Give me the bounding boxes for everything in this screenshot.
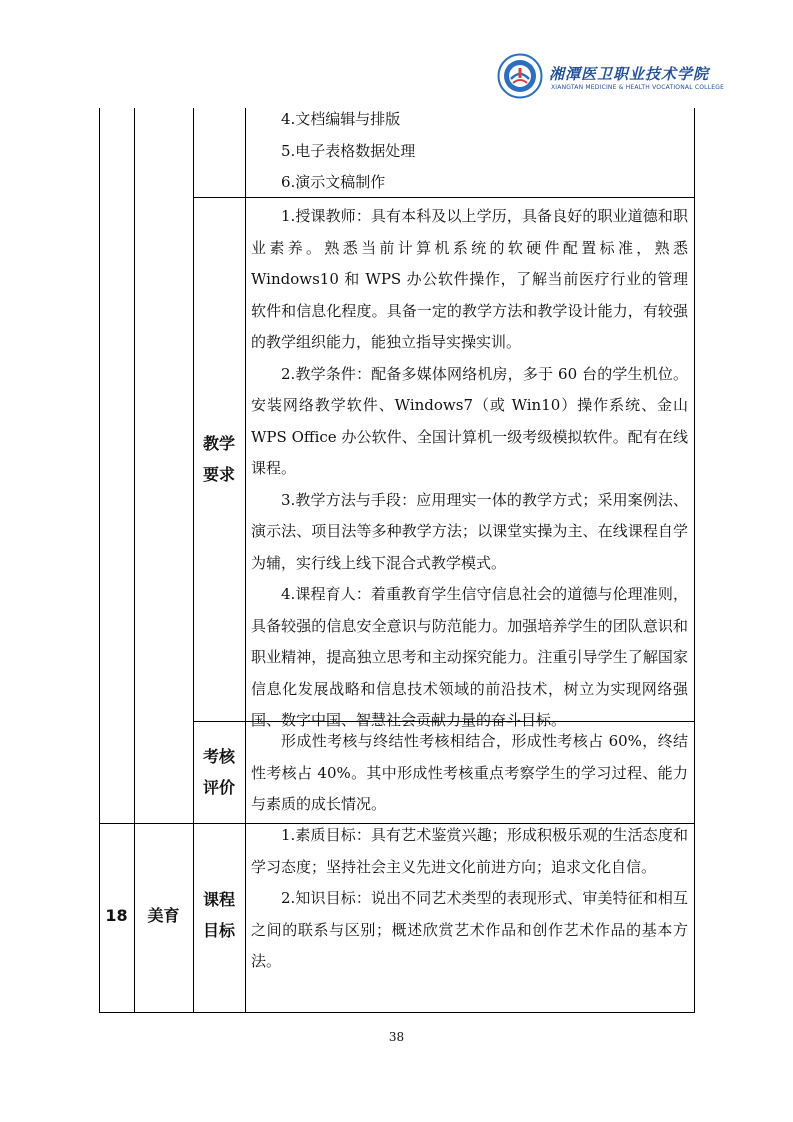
teaching-requirements-text [251, 201, 688, 737]
assessment-text [251, 726, 688, 821]
course-name: 美育 [147, 906, 180, 925]
course-table [99, 108, 695, 1013]
college-logo [497, 53, 725, 99]
page-number: 38 [388, 1030, 405, 1044]
paragraph: 1.授课教师：具有本科及以上学历，具备良好的职业道德和职业素养。熟悉当前计算机系统的软硬件配置标准，熟悉Windows10 和 WPS 办公软件操作，了解当前医疗行业的管理软件和信息化程度。具备一定的教学方法和教学设计能力，有较强的教学组织能力，能独立指导实操实训。 [251, 207, 688, 351]
course-goals-text [251, 820, 688, 978]
college-seal-icon [497, 53, 543, 99]
paragraph: 形成性考核与终结性考核相结合，形成性考核占 60%，终结性考核占 40%。其中形成性考核重点考察学生的学习过程、能力与素质的成长情况。 [251, 732, 688, 813]
assessment-label: 考核 评价 [202, 747, 235, 797]
college-name-cn: 湘潭医卫职业技术学院 [549, 65, 710, 83]
paragraph: 3.教学方法与手段：应用理实一体的教学方式；采用案例法、演示法、项目法等多种教学方法；以课堂实操为主、在线课程自学为辅，实行线上线下混合式教学模式。 [251, 490, 688, 572]
paragraph: 1.素质目标：具有艺术鉴赏兴趣；形成积极乐观的生活态度和学习态度；坚持社会主义先进文化前进方向；追求文化自信。 [251, 826, 688, 876]
course-goals-label: 课程 目标 [202, 890, 235, 940]
list-item: 5.电子表格数据处理 [281, 142, 416, 160]
list-item: 4.文档编辑与排版 [281, 110, 401, 128]
row-number: 18 [105, 906, 128, 925]
teaching-requirements-label: 教学 要求 [202, 434, 235, 484]
college-name-en: XIANGTAN MEDICINE & HEALTH VOCATIONAL COLLEGE [551, 84, 725, 91]
paragraph: 2.教学条件：配备多媒体网络机房，多于 60 台的学生机位。安装网络教学软件、Windows7（或 Win10）操作系统、金山 WPS Office 办公软件、全国计算机一级考级模拟软件。配有在线课程。 [251, 364, 688, 477]
paragraph: 2.知识目标：说出不同艺术类型的表现形式、审美特征和相互之间的联系与区别；概述欣赏艺术作品和创作艺术作品的基本方法。 [251, 889, 688, 970]
paragraph: 4.课程育人：着重教育学生信守信息社会的道德与伦理准则，具备较强的信息安全意识与防范能力。加强培养学生的团队意识和职业精神，提高独立思考和主动探究能力。注重引导学生了解国家信息化发展战略和信息技术领域的前沿技术，树立为实现网络强国、数字中国、智慧社会贡献力量的奋斗目标。 [251, 585, 688, 729]
list-item: 6.演示文稿制作 [281, 173, 386, 191]
